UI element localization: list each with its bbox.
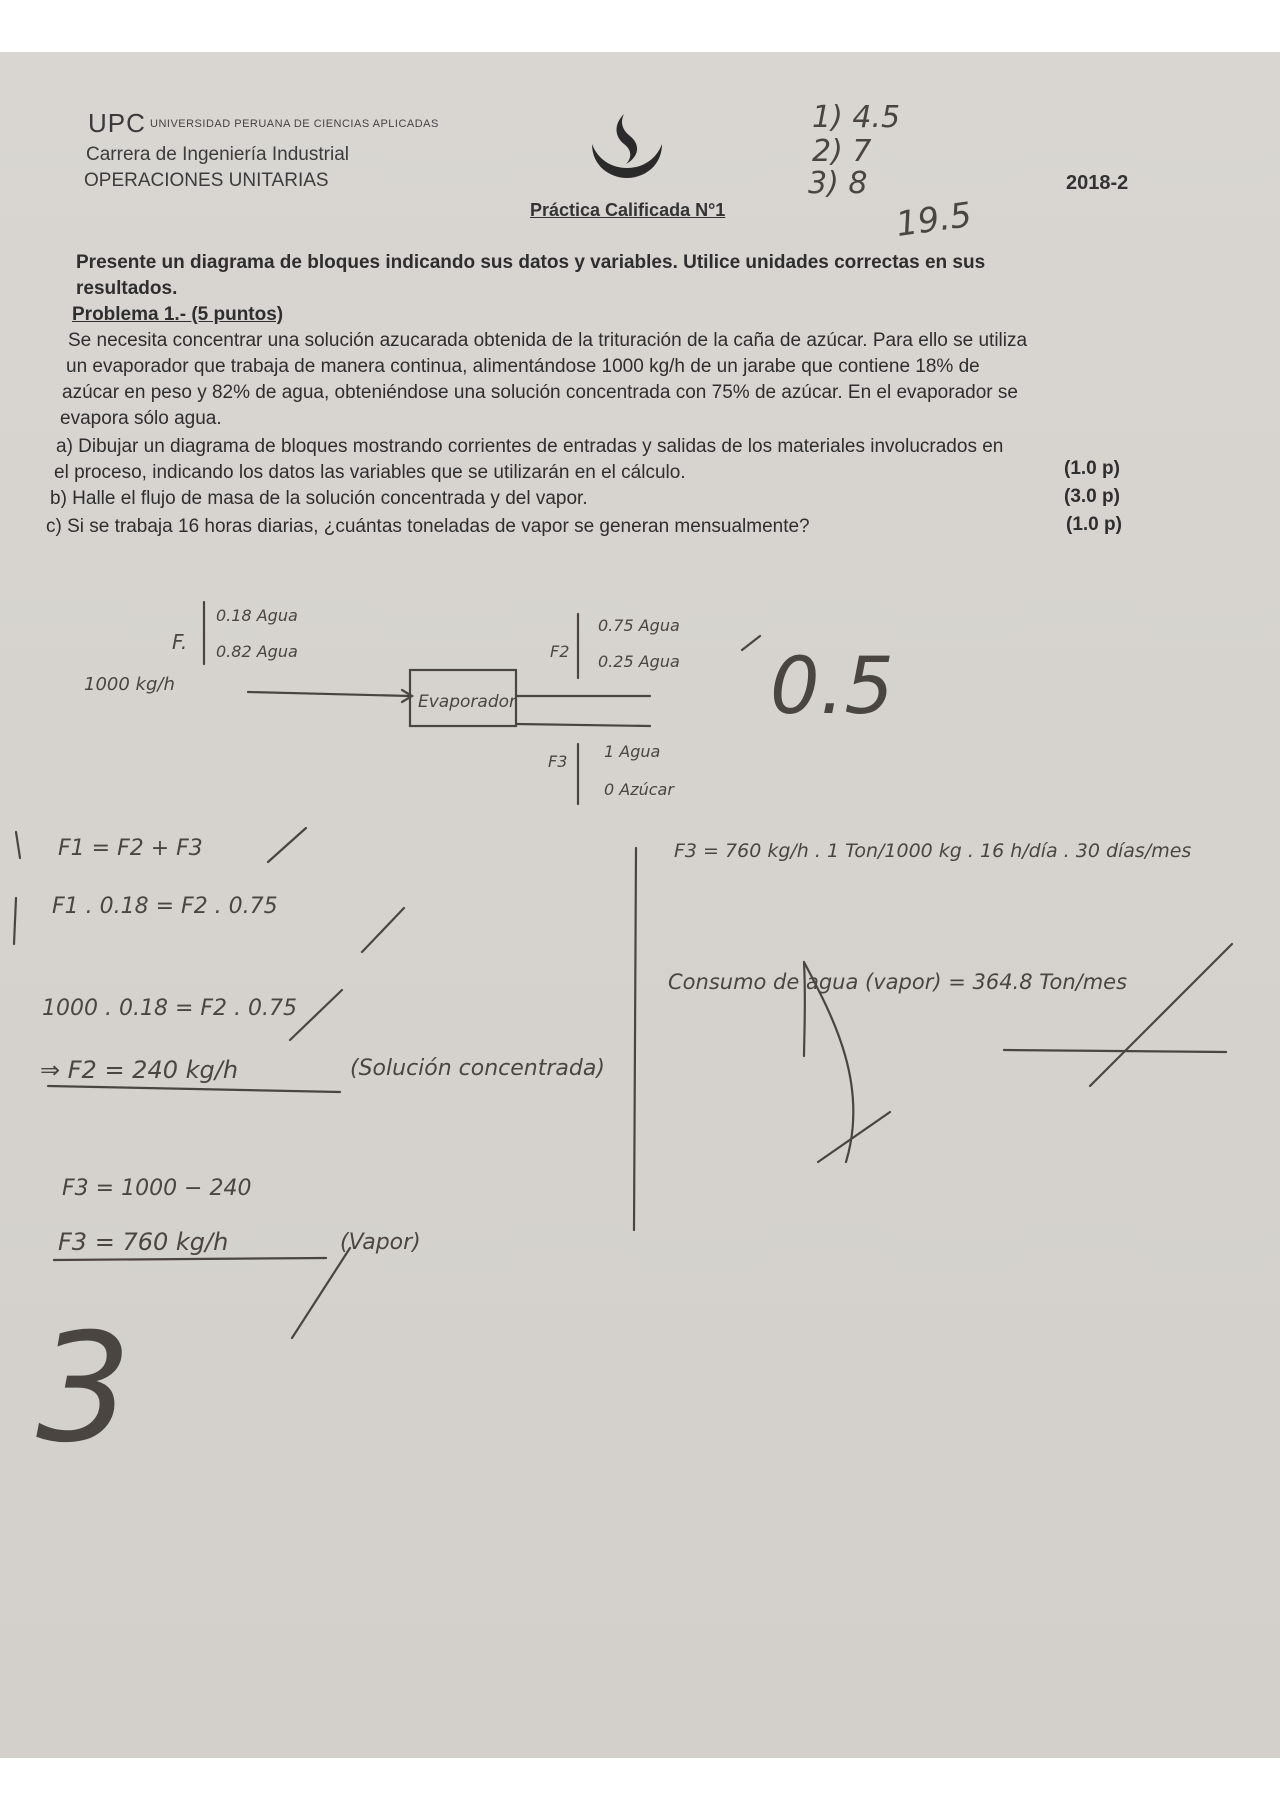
- upc-logo-text: UPC: [88, 108, 146, 138]
- question-b: b) Halle el flujo de masa de la solución concentrada y del vapor.: [50, 488, 588, 509]
- margin-mark-1: [16, 832, 20, 858]
- work-eq4-note: (Solución concentrada): [350, 1056, 605, 1081]
- grade-part-a: 0.5: [770, 642, 895, 732]
- question-b-points: (3.0 p): [1064, 486, 1120, 507]
- question-c: c) Si se trabaja 16 horas diarias, ¿cuántas toneladas de vapor se generan mensualmente?: [46, 516, 810, 537]
- statement-line1: Se necesita concentrar una solución azucarada obtenida de la trituración de la caña de azúcar. Para ello se utiliza: [68, 330, 1028, 351]
- work-conversion: F3 = 760 kg/h . 1 Ton/1000 kg . 16 h/día . 30 días/mes: [674, 840, 1192, 862]
- check-mark-result: [1090, 944, 1232, 1086]
- evaporator-block: [410, 670, 516, 726]
- exam-title: Práctica Calificada N°1: [530, 200, 726, 220]
- grade-q1: 1) 4.5: [812, 100, 901, 135]
- exam-sheet: [0, 52, 1280, 1758]
- out2-composition-1: 1 Agua: [604, 742, 661, 761]
- work-eq6: F3 = 760 kg/h: [58, 1228, 229, 1256]
- out1-composition-1: 0.75 Agua: [598, 616, 680, 635]
- handwriting-strokes: [0, 52, 1280, 1758]
- work-eq2: F1 . 0.18 = F2 . 0.75: [52, 894, 278, 919]
- statement-line2: un evaporador que trabaja de manera continua, alimentándose 1000 kg/h de un jarabe que contiene 18% de: [66, 356, 980, 377]
- check-mark-eq1: [268, 828, 306, 862]
- check-mark-eq6: [292, 1248, 350, 1338]
- column-divider: [634, 848, 636, 1230]
- feed-composition-2: 0.82 Agua: [216, 642, 298, 661]
- underline-eq6: [54, 1258, 326, 1260]
- work-eq5: F3 = 1000 − 240: [62, 1176, 252, 1201]
- problem-heading: Problema 1.- (5 puntos): [72, 304, 284, 325]
- out2-arrow-line: [516, 724, 650, 726]
- feed-composition-1: 0.18 Agua: [216, 606, 298, 625]
- check-mark-long: [804, 962, 890, 1162]
- question-c-points: (1.0 p): [1066, 514, 1122, 535]
- out2-composition-2: 0 Azúcar: [604, 780, 674, 799]
- underline-eq4: [48, 1086, 340, 1092]
- out2-stream-label: F3: [548, 752, 568, 771]
- feed-rate: 1000 kg/h: [84, 674, 175, 695]
- work-eq3: 1000 . 0.18 = F2 . 0.75: [42, 996, 297, 1021]
- instructions-line1: Presente un diagrama de bloques indicando sus datos y variables. Utilice unidades correctas en sus: [76, 252, 986, 273]
- evaporator-block-label: Evaporador: [418, 692, 516, 712]
- grade-q3: 3) 8: [808, 166, 868, 201]
- work-eq1: F1 = F2 + F3: [58, 836, 203, 861]
- university-name: UNIVERSIDAD PERUANA DE CIENCIAS APLICADAS: [150, 118, 439, 130]
- margin-mark-2: [14, 898, 16, 944]
- grade-total: 19.5: [893, 194, 975, 246]
- feed-stream-label: F.: [172, 630, 188, 654]
- check-mark-eq2: [362, 908, 404, 952]
- out1-composition-2: 0.25 Agua: [598, 652, 680, 671]
- out1-stream-label: F2: [550, 642, 570, 661]
- check-mark-a: [742, 636, 760, 650]
- work-result: Consumo de agua (vapor) = 364.8 Ton/mes: [668, 970, 1128, 994]
- course-name: OPERACIONES UNITARIAS: [84, 170, 329, 191]
- work-eq4: ⇒ F2 = 240 kg/h: [40, 1056, 239, 1084]
- work-eq6-note: (Vapor): [340, 1230, 421, 1255]
- grade-part-b: 3: [36, 1302, 132, 1476]
- grade-q2: 2) 7: [812, 134, 872, 169]
- underline-result: [1004, 1050, 1226, 1052]
- question-a-points: (1.0 p): [1064, 458, 1120, 479]
- instructions-line2: resultados.: [76, 278, 178, 299]
- check-mark-eq3: [290, 990, 342, 1040]
- feed-arrow-line: [248, 692, 410, 696]
- term-label: 2018-2: [1066, 172, 1129, 194]
- career-name: Carrera de Ingeniería Industrial: [86, 144, 349, 165]
- statement-line3: azúcar en peso y 82% de agua, obteniéndose una solución concentrada con 75% de azúcar. En el evaporador se: [62, 382, 1018, 403]
- question-a-line1: a) Dibujar un diagrama de bloques mostrando corrientes de entradas y salidas de los materiales involucrados en: [56, 436, 1004, 457]
- question-a-line2: el proceso, indicando los datos las variables que se utilizarán en el cálculo.: [54, 462, 686, 483]
- statement-line4: evapora sólo agua.: [60, 408, 222, 429]
